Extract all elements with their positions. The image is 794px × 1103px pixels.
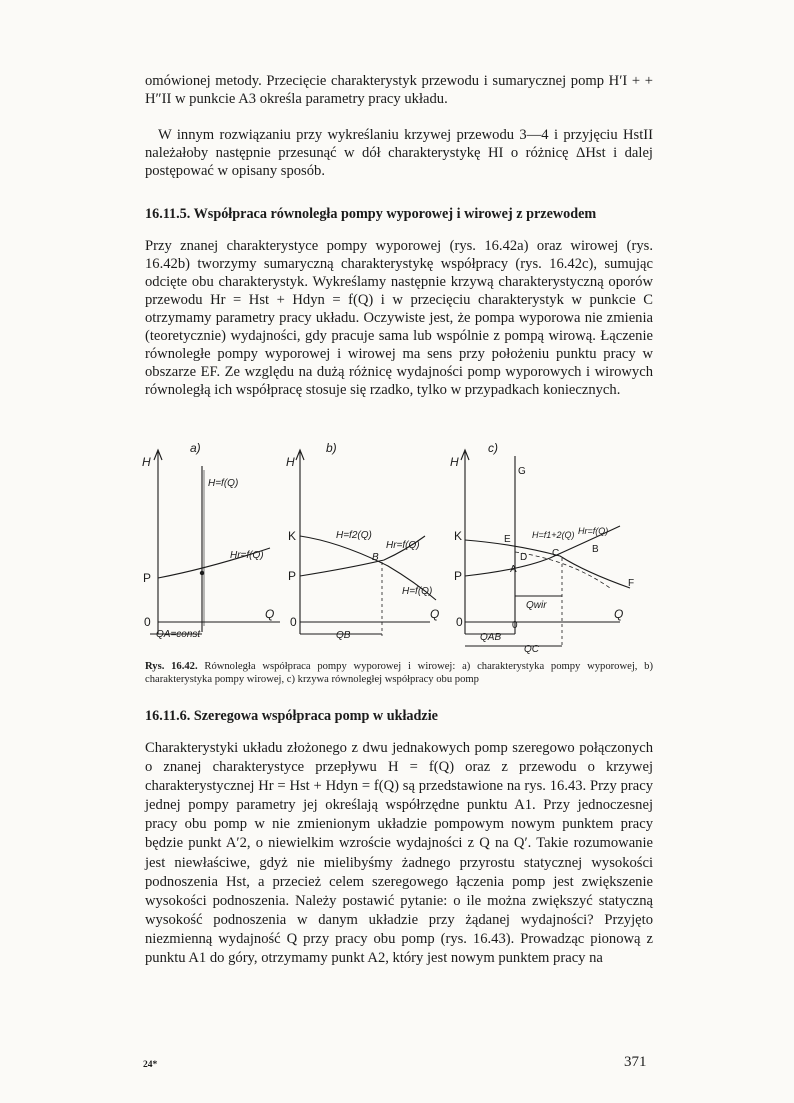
- figure-caption: [145, 660, 653, 686]
- b-k-label: K: [288, 529, 297, 543]
- b-q-label: Q: [430, 607, 440, 621]
- paragraph-parallel-cooperation: Przy znanej charakterystyce pompy wyporowej (rys. 16.42a) oraz wirowej (rys. 16.42b) tworzymy sumaryczną charakterystykę współpracy (rys. 16.42c), sumując odcięte obu charakterystyk. Wykreślamy następnie krzywą charakterystyczną oporów przewodu Hr = Hst + Hdyn = f(Q) i w przecięciu charakterystyk w punkcie C otrzymamy parametry pracy układu. Oczywiste jest, że pompa wyporowa nie zmienia (teoretycznie) wydajności, gdy pracuje sama lub wspólnie z pompą wirową. Łączenie równoległe pompy wyporowej i wirowej ma sens przy położeniu punktu pracy w obszarze EF. Ze względu na dużą różnicę wydajności pomp wyporowych i wirowych równoległą ich współpracę stosuje się rzadko, tylko w przypadkach koniecznych.: [145, 238, 653, 398]
- a-qa-label: QA=const: [156, 629, 201, 640]
- c-origin: 0: [456, 615, 463, 629]
- c-qc-label: QC: [524, 644, 539, 655]
- c-c-label: C: [552, 548, 560, 559]
- c-sum-curve: [465, 540, 630, 588]
- page-number: 371: [624, 1054, 647, 1070]
- c-k-label: K: [454, 529, 463, 543]
- c-letter: c): [488, 441, 498, 455]
- a-curve-label: H=f(Q): [208, 478, 239, 489]
- c-curve-label: H=f1+2(Q): [532, 530, 575, 540]
- b-curve-label: H=f2(Q): [336, 530, 372, 541]
- caption-text: Równoległa współpraca pompy wyporowej i wirowej: a) charakterystyka pompy wyporowej, b) charakterystyka pompy wirowej, c) krzywa równoległej współpracy obu pomp: [145, 661, 653, 685]
- b-origin: 0: [290, 615, 297, 629]
- c-p-label: P: [454, 569, 463, 583]
- c-line-label: Hr=f(Q): [578, 526, 609, 536]
- c-e-label: E: [504, 534, 511, 545]
- paragraph-series-cooperation: Charakterystyki układu złożonego z dwu jednakowych pomp szeregowo połączonych o znanej charakterystyce przepływu H = f(Q) oraz z przewodu o krzywej charakterystycznej Hr = Hst + Hdyn = f(Q) są przedstawione na rys. 16.43. Przy pracy jednej pompy parametry jej określają współrzędne punktu A1. Przy jednoczesnej pracy obu pomp w nie zmienionym układzie pompowym nowym punktem pracy będzie punkt A′2, o niewielkim wzroście wydajności z Q na Q′. Takie rozumowanie jest niewłaściwe, gdyż nie mielibyśmy żadnego przyrostu statycznej wysokości podnoszenia Hst, a przecież celem szeregowego łączenia pomp jest zwiększenie wysokości podnoszenia. Należy postawić pytanie: o ile można zwiększyć statyczną wysokość podnoszenia w danym układzie przy żądanej wydajności? Przyjęto niezmienną wydajność Q przy pracy obu pomp (rys. 16.43). Prowadząc pionową z punktu A1 do góry, otrzymamy punkt A2, który jest nowym punktem pracy na: [145, 740, 653, 967]
- a-q-label: Q: [265, 607, 275, 621]
- c-d-label: D: [520, 552, 528, 563]
- c-qwir-label: Qwir: [526, 600, 547, 611]
- paragraph-alternative-solution: W innym rozwiązaniu przy wykreślaniu krzywej przewodu 3—4 i przyjęciu HstII należałoby następnie przesunąć w dół charakterystykę HI o różnicę ΔHst i dalej postępować w opisany sposób.: [145, 127, 653, 179]
- b-letter: b): [326, 441, 337, 455]
- c-b-label: B: [592, 544, 599, 555]
- printer-signature: 24*: [143, 1060, 158, 1070]
- a-origin: 0: [144, 615, 151, 629]
- a-line-label: Hr=f(Q): [230, 550, 264, 561]
- a-letter: a): [190, 441, 201, 455]
- caption-label: Rys. 16.42.: [145, 661, 198, 672]
- c-h-label: H: [450, 455, 459, 469]
- b-h-label: H: [286, 455, 295, 469]
- b-p-label: P: [288, 569, 297, 583]
- c-qab-label: QAB: [480, 632, 502, 643]
- c-f-label: F: [628, 578, 635, 589]
- section-heading-16-11-6: 16.11.6. Szeregowa współpraca pomp w układzie: [145, 708, 438, 724]
- b-curve-hf: H=f(Q): [402, 586, 433, 597]
- c-a-label: A: [510, 564, 517, 575]
- figure-16-42: [140, 436, 660, 658]
- c-zero-2: 0: [512, 620, 518, 631]
- section-heading-16-11-5: 16.11.5. Współpraca równoległa pompy wyporowej i wirowej z przewodem: [145, 206, 597, 222]
- b-qb-label: QB: [336, 630, 351, 641]
- paragraph-continuation: omówionej metody. Przecięcie charakterystyk przewodu i sumarycznej pomp H′I + + H″II w punkcie A3 określa parametry pracy układu.: [145, 73, 653, 107]
- c-g-label: G: [518, 466, 526, 477]
- a-p-label: P: [143, 571, 152, 585]
- c-q-label: Q: [614, 607, 624, 621]
- a-work-point: [200, 571, 204, 575]
- b-point-b: B: [372, 552, 379, 563]
- a-h-label: H: [142, 455, 151, 469]
- b-line-label: Hr=f(Q): [386, 540, 420, 551]
